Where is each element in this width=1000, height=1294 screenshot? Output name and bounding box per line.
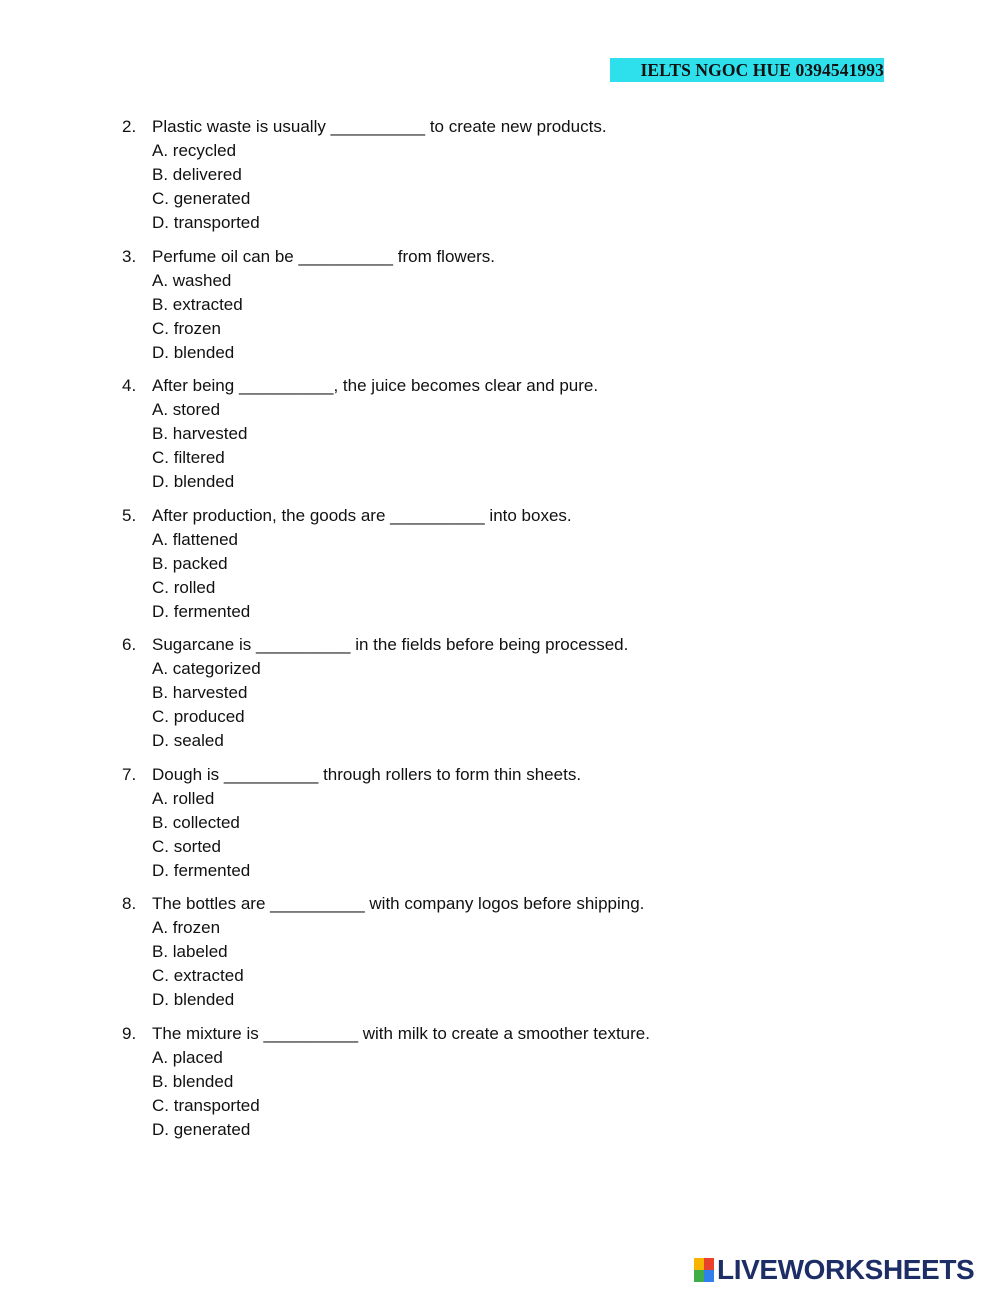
question-stem: Sugarcane is __________ in the fields before being processed. [152, 635, 629, 654]
question-stem: Dough is __________ through rollers to form thin sheets. [152, 764, 582, 784]
option-c[interactable]: C. transported [152, 1095, 260, 1115]
logo-mark-cell [704, 1258, 714, 1270]
logo-mark-cell [694, 1270, 704, 1282]
question-stem: After production, the goods are __________ into boxes. [152, 505, 572, 525]
option-d[interactable]: D. fermented [152, 860, 251, 880]
option-a[interactable]: A. rolled [152, 788, 215, 808]
option-d[interactable]: D. blended [152, 342, 235, 362]
question-stem: Perfume oil can be __________ from flowers. [152, 246, 496, 266]
question-3 [122, 245, 882, 365]
question-2 [122, 115, 882, 235]
question-number: 2. [122, 117, 137, 136]
option-a[interactable]: A. placed [152, 1047, 223, 1067]
option-c[interactable]: C. filtered [152, 448, 225, 467]
option-a[interactable]: A. categorized [152, 659, 261, 678]
option-b[interactable]: B. harvested [152, 683, 248, 702]
option-b[interactable]: B. collected [152, 812, 240, 832]
question-list [122, 115, 882, 1151]
option-c[interactable]: C. extracted [152, 966, 244, 985]
question-7 [122, 763, 882, 883]
question-number: 4. [122, 376, 137, 395]
logo-text: LIVEWORKSHEETS [717, 1254, 975, 1285]
logo-mark-cell [694, 1258, 704, 1270]
question-number: 9. [122, 1023, 137, 1043]
option-b[interactable]: B. extracted [152, 294, 243, 314]
logo-mark-cell [704, 1270, 714, 1282]
header-tag: IELTS NGOC HUE 0394541993 [610, 58, 884, 82]
option-d[interactable]: D. fermented [152, 601, 251, 621]
option-c[interactable]: C. sorted [152, 836, 221, 856]
option-a[interactable]: A. washed [152, 270, 232, 290]
option-b[interactable]: B. blended [152, 1071, 234, 1091]
question-stem: After being __________, the juice becomes clear and pure. [152, 376, 599, 395]
liveworksheets-logo[interactable] [694, 1255, 990, 1285]
option-d[interactable]: D. generated [152, 1119, 251, 1139]
option-b[interactable]: B. delivered [152, 165, 242, 184]
question-number: 6. [122, 635, 137, 654]
option-d[interactable]: D. blended [152, 990, 235, 1009]
option-a[interactable]: A. flattened [152, 529, 239, 549]
question-9 [122, 1022, 882, 1142]
question-number: 5. [122, 505, 137, 525]
question-number: 8. [122, 894, 137, 913]
question-stem: The bottles are __________ with company logos before shipping. [152, 894, 645, 913]
option-a[interactable]: A. frozen [152, 918, 221, 937]
option-d[interactable]: D. blended [152, 472, 235, 491]
option-b[interactable]: B. harvested [152, 424, 248, 443]
option-b[interactable]: B. packed [152, 553, 228, 573]
question-number: 7. [122, 764, 137, 784]
option-c[interactable]: C. produced [152, 707, 245, 726]
option-b[interactable]: B. labeled [152, 942, 228, 961]
option-c[interactable]: C. rolled [152, 577, 216, 597]
option-d[interactable]: D. sealed [152, 731, 224, 750]
question-stem: The mixture is __________ with milk to create a smoother texture. [152, 1023, 650, 1043]
question-4 [122, 374, 882, 494]
option-c[interactable]: C. frozen [152, 318, 221, 338]
question-5 [122, 504, 882, 624]
option-c[interactable]: C. generated [152, 189, 251, 208]
option-a[interactable]: A. recycled [152, 141, 237, 160]
option-a[interactable]: A. stored [152, 400, 221, 419]
question-6 [122, 633, 882, 753]
question-stem: Plastic waste is usually __________ to create new products. [152, 117, 607, 136]
question-number: 3. [122, 246, 137, 266]
option-d[interactable]: D. transported [152, 213, 260, 232]
liveworksheets-mark-icon [694, 1258, 714, 1282]
question-8 [122, 892, 882, 1012]
